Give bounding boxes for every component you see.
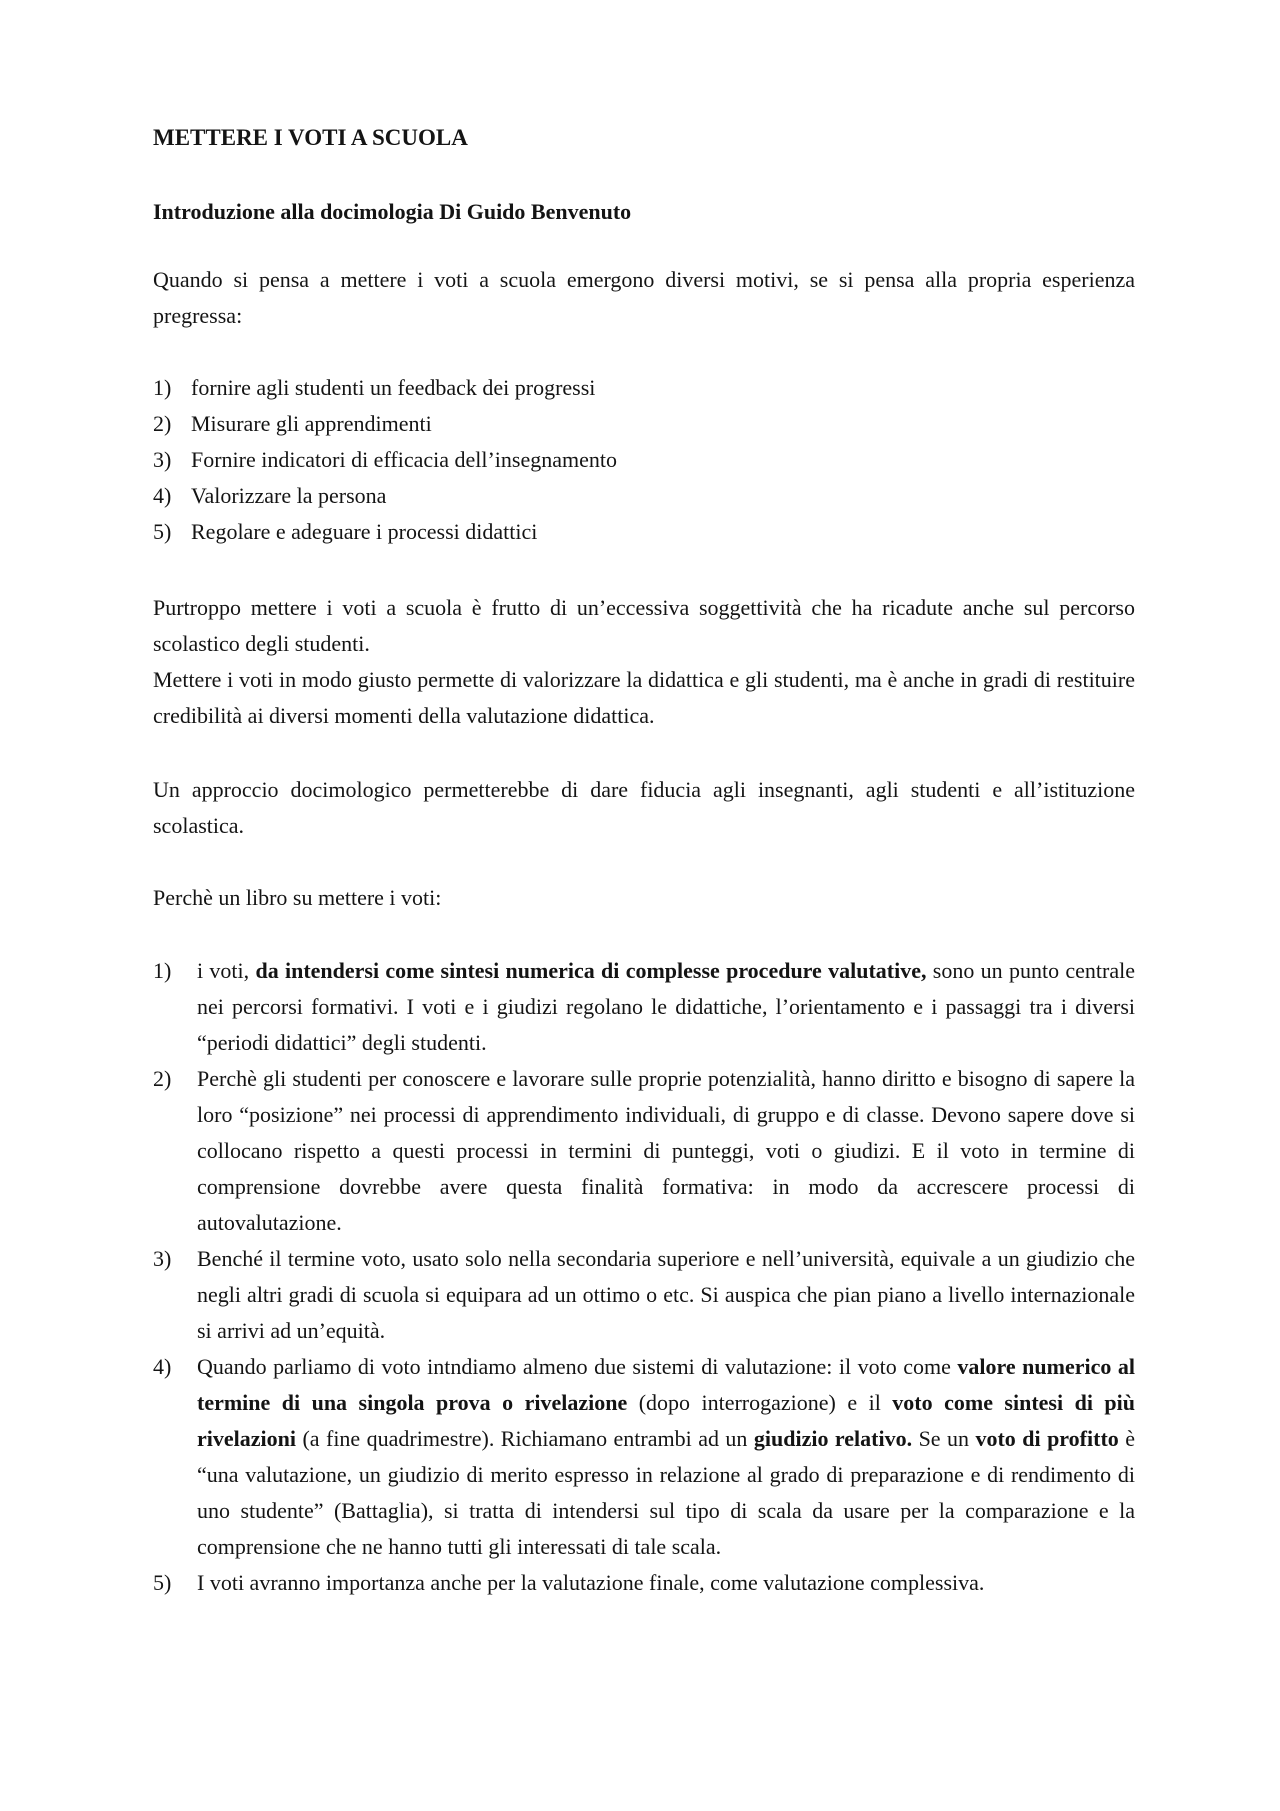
bold-phrase: voto di profitto — [975, 1426, 1119, 1451]
list-number: 2) — [153, 411, 172, 436]
list-item — [153, 370, 1135, 406]
list-text: fornire agli studenti un feedback dei progressi — [191, 375, 596, 400]
document-subtitle: Introduzione alla docimologia Di Guido Benvenuto — [153, 199, 632, 224]
list-item — [153, 442, 1135, 478]
motives-list — [153, 370, 1135, 550]
intro-paragraph: Quando si pensa a mettere i voti a scuola emergono diversi motivi, se si pensa alla propria esperienza pregressa: — [153, 267, 1135, 328]
list-text: i voti, da intendersi come sintesi numerica di complesse procedure valutative, sono un punto centrale nei percorsi formativi. I voti e i giudizi regolano le didattiche, l’orientamento e i passaggi tra i diversi “periodi didattici” degli studenti. — [197, 958, 1135, 1055]
list-item — [153, 1565, 1135, 1601]
bold-phrase: giudizio relativo. — [753, 1426, 913, 1451]
list-text: Fornire indicatori di efficacia dell’insegnamento — [191, 447, 617, 472]
list-number: 1) — [153, 375, 172, 400]
list-text: Regolare e adeguare i processi didattici — [191, 519, 538, 544]
list-text: Benché il termine voto, usato solo nella secondaria superiore e nell’università, equivale a un giudizio che negli altri gradi di scuola si equipara ad un ottimo o etc. Si auspica che pian piano a livello internazionale si arrivi ad un’equità. — [197, 1246, 1135, 1343]
bold-phrase: da intendersi come sintesi numerica di complesse procedure valutative, — [255, 958, 927, 983]
paragraph-fair-grading: Mettere i voti in modo giusto permette di valorizzare la didattica e gli studenti, ma è anche in gradi di restituire credibilità ai diversi momenti della valutazione didattica. — [153, 667, 1135, 728]
list-item — [153, 1349, 1135, 1565]
list-item — [153, 1061, 1135, 1241]
list-number: 5) — [153, 519, 172, 544]
list-number: 3) — [153, 447, 172, 472]
bold-phrase: voto come sintesi di più rivelazioni — [197, 1390, 1135, 1451]
list-number: 3) — [153, 1246, 172, 1271]
list-number: 4) — [153, 483, 172, 508]
list-item — [153, 406, 1135, 442]
paragraph-subjectivity: Purtroppo mettere i voti a scuola è frutto di un’eccessiva soggettività che ha ricadute anche sul percorso scolastico degli studenti. — [153, 595, 1135, 656]
reasons-list — [153, 953, 1135, 1601]
paragraph-docimological-approach: Un approccio docimologico permetterebbe di dare fiducia agli insegnanti, agli studenti e all’istituzione scolastica. — [153, 777, 1135, 838]
list-number: 1) — [153, 958, 172, 983]
list-text: I voti avranno importanza anche per la valutazione finale, come valutazione complessiva. — [197, 1570, 985, 1595]
document-title: METTERE I VOTI A SCUOLA — [153, 125, 468, 150]
list-text: Misurare gli apprendimenti — [191, 411, 432, 436]
list-item — [153, 1241, 1135, 1349]
list-number: 5) — [153, 1570, 172, 1595]
bold-phrase: valore numerico al termine di una singola prova o rivelazione — [197, 1354, 1135, 1415]
list-number: 4) — [153, 1354, 172, 1379]
why-heading: Perchè un libro su mettere i voti: — [153, 885, 442, 910]
list-item — [153, 953, 1135, 1061]
list-text: Perchè gli studenti per conoscere e lavorare sulle proprie potenzialità, hanno diritto e bisogno di sapere la loro “posizione” nei processi di apprendimento individuali, di gruppo e di classe. Devono sapere dove si collocano rispetto a questi processi in termini di punteggi, voti o giudizi. E il voto in termine di comprensione dovrebbe avere questa finalità formativa: in modo da accrescere processi di autovalutazione. — [197, 1066, 1135, 1235]
list-text: Quando parliamo di voto intndiamo almeno due sistemi di valutazione: il voto come valore numerico al termine di una singola prova o rivelazione (dopo interrogazione) e il voto come sintesi di più rivelazioni (a fine quadrimestre). Richiamano entrambi ad un giudizio relativo. Se un voto di profitto è “una valutazione, un giudizio di merito espresso in relazione al grado di preparazione e di rendimento di uno studente” (Battaglia), si tratta di intendersi sul tipo di scala da usare per la comparazione e la comprensione che ne hanno tutti gli interessati di tale scala. — [197, 1354, 1136, 1559]
list-item — [153, 514, 1135, 550]
list-item — [153, 478, 1135, 514]
list-text: Valorizzare la persona — [191, 483, 387, 508]
list-number: 2) — [153, 1066, 172, 1091]
